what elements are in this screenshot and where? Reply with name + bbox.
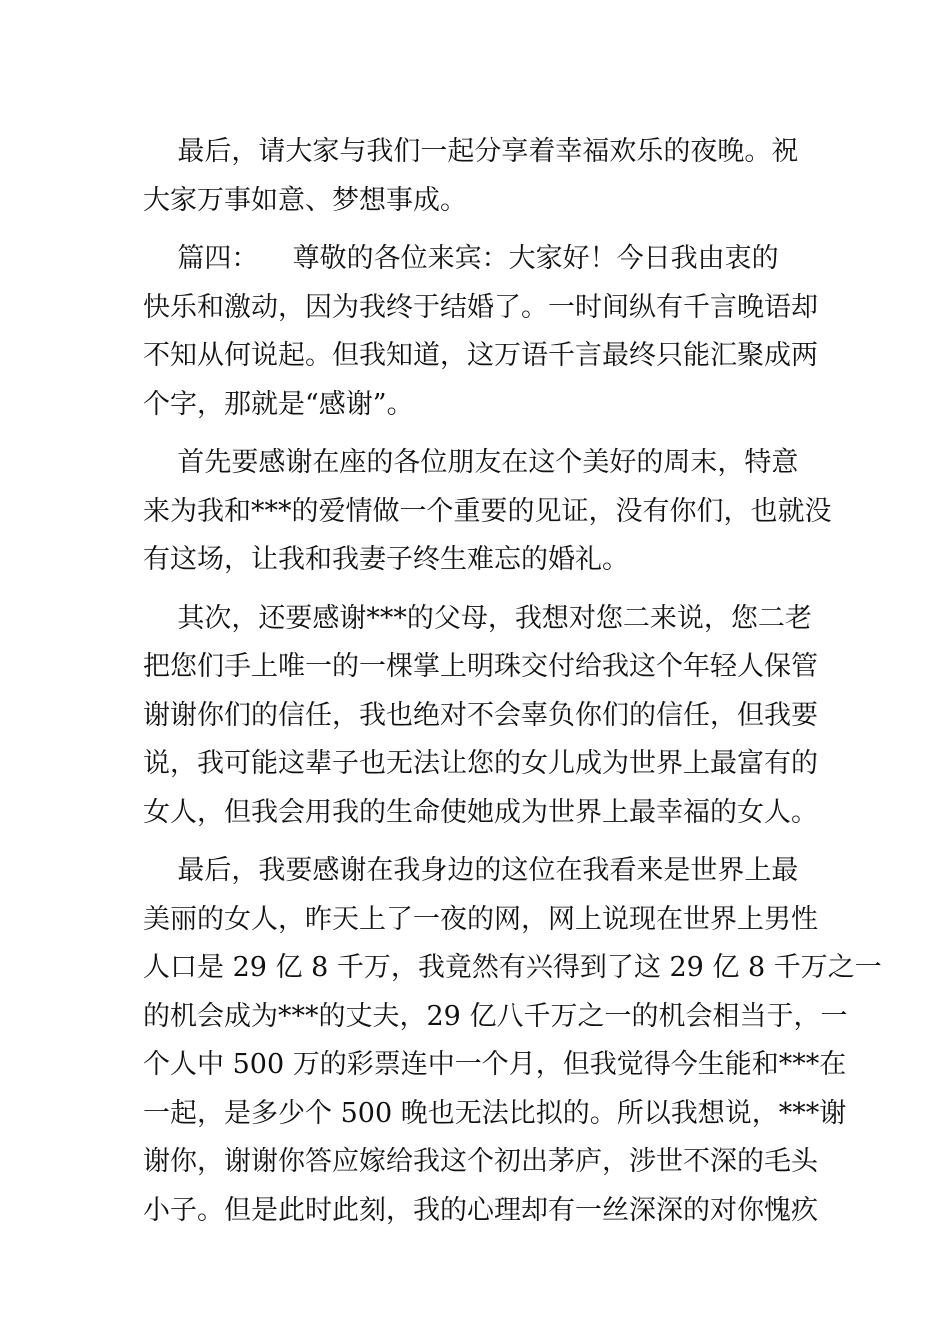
- paragraph-line: 有这场，让我和我妻子终生难忘的婚礼。: [143, 544, 629, 575]
- paragraph-line: 谢你，谢谢你答应嫁给我这个初出茅庐，涉世不深的毛头: [143, 1146, 818, 1177]
- paragraph-line: 最后，请大家与我们一起分享着幸福欢乐的夜晚。祝: [143, 136, 799, 167]
- paragraph-line: 其次，还要感谢***的父母，我想对您二来说，您二老: [143, 602, 812, 634]
- paragraph-line: 说，我可能这辈子也无法让您的女儿成为世界上最富有的: [143, 748, 818, 779]
- paragraph-line: 篇四： 尊敬的各位来宾：大家好！今日我由衷的: [143, 243, 779, 274]
- paragraph-line: 谢谢你们的信任，我也绝对不会辜负你们的信任，但我要: [143, 699, 818, 731]
- paragraph-line: 最后，我要感谢在我身边的这位在我看来是世界上最: [143, 855, 799, 886]
- document-body: [143, 128, 882, 1235]
- paragraph-line: 女人，但我会用我的生命使她成为世界上最幸福的女人。: [143, 796, 818, 828]
- paragraph-line: 个人中 500 万的彩票连中一个月，但我觉得今生能和***在: [143, 1049, 847, 1080]
- paragraph-line: 的机会成为***的丈夫，29 亿八千万之一的机会相当于，一: [143, 1000, 848, 1032]
- paragraph-line: 不知从何说起。但我知道，这万语千言最终只能汇聚成两: [143, 340, 818, 371]
- paragraph-line: 个字，那就是“感谢”。: [143, 388, 414, 420]
- paragraph-line: 快乐和激动，因为我终于结婚了。一时间纵有千言晚语却: [143, 291, 818, 323]
- paragraph-line: 首先要感谢在座的各位朋友在这个美好的周末，特意: [143, 447, 799, 478]
- paragraph-line: 小子。但是此时此刻，我的心理却有一丝深深的对你愧疚: [143, 1194, 818, 1226]
- paragraph-line: 美丽的女人，昨天上了一夜的网，网上说现在世界上男性: [143, 903, 818, 935]
- paragraph-line: 一起，是多少个 500 晚也无法比拟的。所以我想说，***谢: [143, 1097, 847, 1129]
- paragraph-line: 大家万事如意、梦想事成。: [143, 184, 467, 216]
- paragraph-line: 把您们手上唯一的一棵掌上明珠交付给我这个年轻人保管: [143, 651, 818, 682]
- paragraph-line: 来为我和***的爱情做一个重要的见证，没有你们，也就没: [143, 495, 832, 527]
- paragraph-line: 人口是 29 亿 8 千万，我竟然有兴得到了这 29 亿 8 千万之一: [143, 952, 882, 983]
